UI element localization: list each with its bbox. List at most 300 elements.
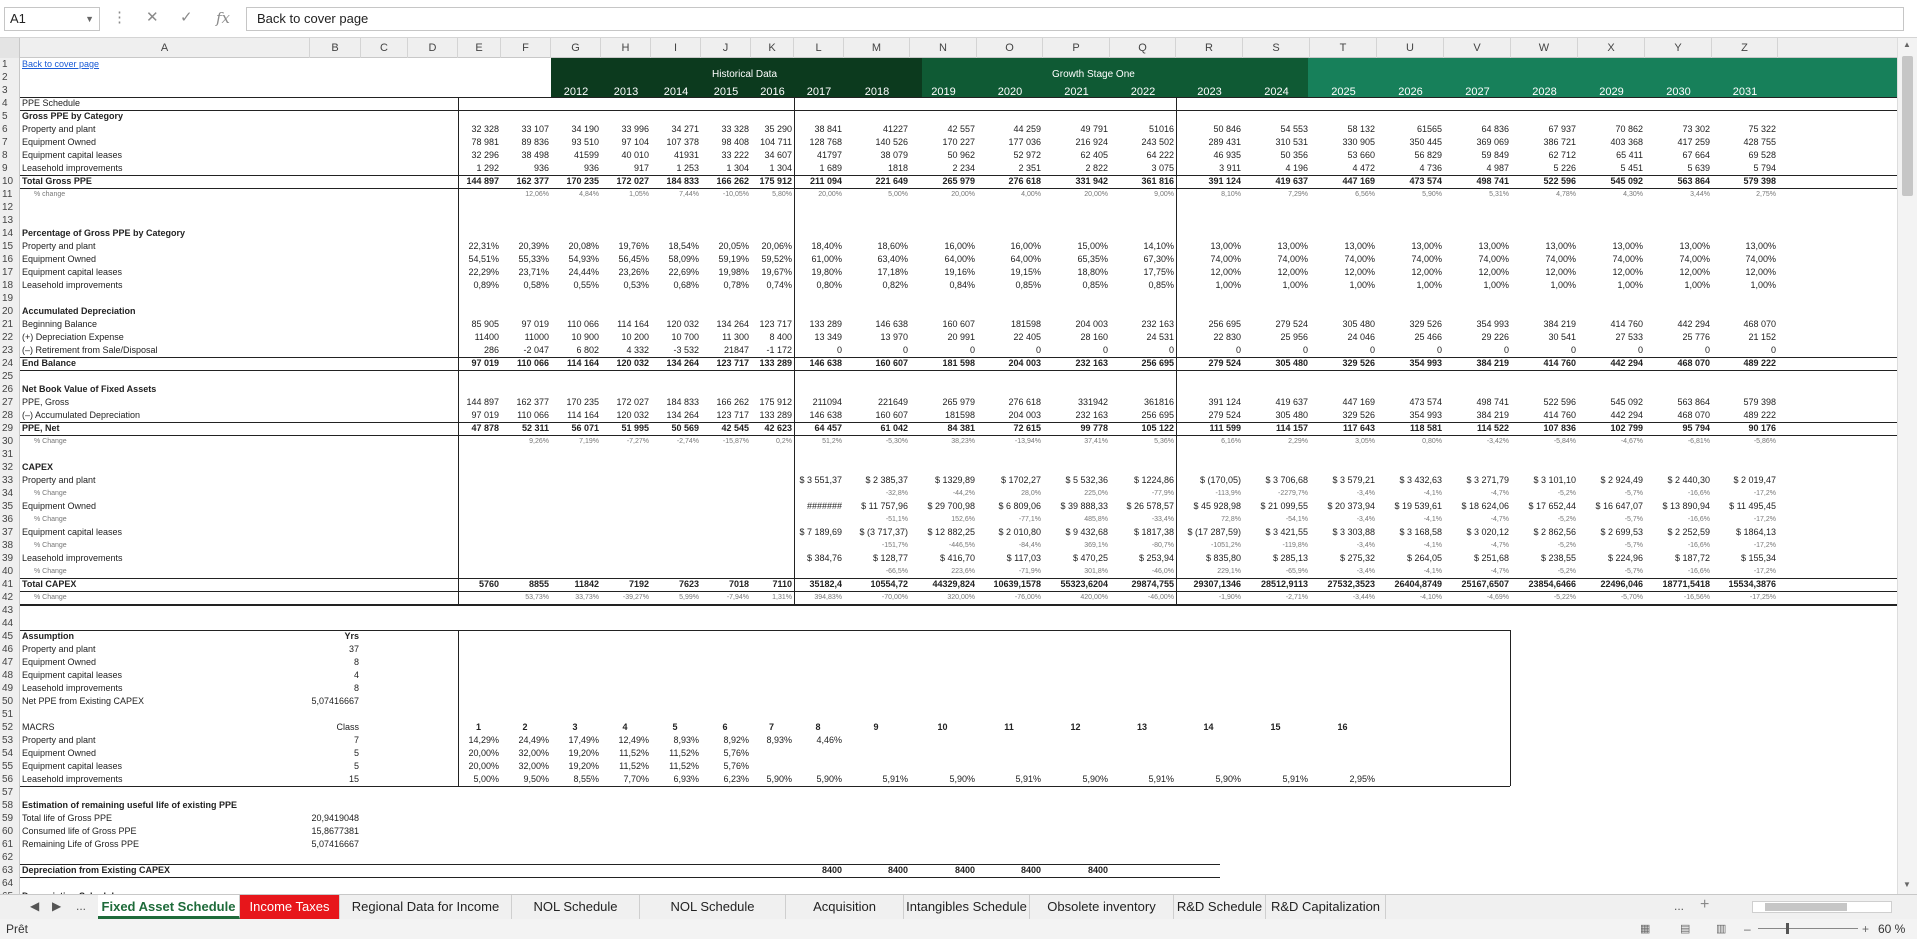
cell-value[interactable]: 14,29%	[468, 735, 499, 745]
cell-value[interactable]: 265 979	[942, 397, 975, 407]
row-header[interactable]: 17	[2, 267, 14, 278]
cell-value[interactable]: 107 836	[1543, 423, 1576, 433]
cell-value[interactable]: 61 042	[880, 423, 908, 433]
row-header[interactable]: 39	[2, 553, 14, 564]
cell-value[interactable]: 64 457	[814, 423, 842, 433]
cell-value[interactable]: $ 187,72	[1674, 553, 1710, 563]
cell-value[interactable]: 33,73%	[575, 594, 599, 601]
cell-value[interactable]: 23,71%	[518, 267, 549, 277]
function-icon[interactable]: fx	[216, 9, 231, 27]
cell-value[interactable]: 34 190	[571, 124, 599, 134]
cell-value[interactable]: 42 557	[947, 124, 975, 134]
cell-value[interactable]: 56 829	[1414, 150, 1442, 160]
cell-value[interactable]: 10554,72	[870, 579, 908, 589]
cell-value[interactable]: $ 2 252,59	[1667, 527, 1710, 537]
cell-value[interactable]: 305 480	[1275, 410, 1308, 420]
column-header-c[interactable]: C	[361, 38, 408, 58]
cell-value[interactable]: 19,80%	[811, 267, 842, 277]
cell-value[interactable]: 10	[937, 722, 948, 732]
cell-value[interactable]: 59,19%	[718, 254, 749, 264]
cell-value[interactable]: 134 264	[716, 319, 749, 329]
cell-value[interactable]: 204 003	[1008, 358, 1041, 368]
row-header[interactable]: 38	[2, 540, 14, 551]
cell-value[interactable]: 107 378	[666, 137, 699, 147]
cell-value[interactable]: 35182,4	[809, 579, 842, 589]
more-sheets-right[interactable]: ...	[1674, 899, 1685, 913]
cell-value[interactable]: 1,00%	[1750, 280, 1776, 290]
cell-value[interactable]: 61565	[1416, 124, 1442, 134]
cell-value[interactable]: 0,58%	[523, 280, 549, 290]
row-header[interactable]: 6	[2, 124, 8, 135]
cell-value[interactable]: 19,15%	[1010, 267, 1041, 277]
cell-value[interactable]: 90 176	[1748, 423, 1776, 433]
cell-value[interactable]: $ 5 532,36	[1065, 475, 1108, 485]
cell-value[interactable]: 53 660	[1347, 150, 1375, 160]
cell-value[interactable]: $ 2 019,47	[1733, 475, 1776, 485]
cell-value[interactable]: 23,26%	[618, 267, 649, 277]
cell-value[interactable]: 55323,6204	[1060, 579, 1108, 589]
row-header[interactable]: 62	[2, 852, 14, 863]
more-sheets-left[interactable]: ...	[76, 899, 87, 913]
cell-value[interactable]: $ 3 432,63	[1399, 475, 1442, 485]
cell-value[interactable]: $ 128,77	[872, 553, 908, 563]
cell-value[interactable]: 5,76%	[723, 748, 749, 758]
cell-value[interactable]: 58,09%	[668, 254, 699, 264]
cell-value[interactable]: $ 285,13	[1272, 553, 1308, 563]
cell-value[interactable]: 320,00%	[947, 594, 975, 601]
cell-value[interactable]: 221649	[877, 397, 908, 407]
row-header[interactable]: 35	[2, 501, 14, 512]
cell-value[interactable]: 25 466	[1414, 332, 1442, 342]
row-header[interactable]: 49	[2, 683, 14, 694]
cell-value[interactable]: -16,6%	[1687, 542, 1710, 549]
row-header[interactable]: 15	[2, 241, 14, 252]
cell-value[interactable]: 22 830	[1213, 332, 1241, 342]
cell-value[interactable]: 0,53%	[623, 280, 649, 290]
cell-value[interactable]: 0	[1102, 345, 1108, 355]
row-header[interactable]: 42	[2, 592, 14, 603]
cell-value[interactable]: 5760	[478, 579, 499, 589]
cell-value[interactable]: 74,00%	[1411, 254, 1442, 264]
cell-value[interactable]: 0	[836, 345, 842, 355]
cell-value[interactable]: -113,9%	[1215, 490, 1241, 497]
cell-value[interactable]: 4,30%	[1623, 191, 1643, 198]
cell-value[interactable]: 40 010	[621, 150, 649, 160]
cell-value[interactable]: 50 356	[1280, 150, 1308, 160]
select-all-corner[interactable]	[0, 38, 20, 58]
zoom-in-icon[interactable]: +	[1862, 922, 1870, 936]
cell-value[interactable]: $ 3 551,37	[799, 475, 842, 485]
cell-value[interactable]: 354 993	[1409, 358, 1442, 368]
cell-value[interactable]: 24,44%	[568, 267, 599, 277]
cell-value[interactable]: -33,4%	[1151, 516, 1174, 523]
column-header-f[interactable]: F	[501, 38, 551, 58]
cell-value[interactable]: 276 618	[1008, 397, 1041, 407]
cell-value[interactable]: 1 304	[726, 163, 749, 173]
cell-value[interactable]: 114 164	[567, 410, 599, 420]
cell-value[interactable]: $ 9 432,68	[1065, 527, 1108, 537]
row-header[interactable]: 47	[2, 657, 14, 668]
row-header[interactable]: 27	[2, 397, 14, 408]
cell-value[interactable]: 498 741	[1476, 397, 1509, 407]
cell-value[interactable]: $ 16 647,07	[1595, 501, 1643, 511]
cell-value[interactable]: 7,19%	[579, 438, 599, 445]
cell-value[interactable]: 468 070	[1677, 358, 1710, 368]
cell-value[interactable]: 2 822	[1085, 163, 1108, 173]
cell-value[interactable]: 232 163	[1141, 319, 1174, 329]
cell-value[interactable]: 7623	[678, 579, 699, 589]
cell-value[interactable]: -54,1%	[1285, 516, 1308, 523]
cell-value[interactable]: $ 2 385,37	[865, 475, 908, 485]
cell-value[interactable]: $ 1817,38	[1133, 527, 1174, 537]
cell-value[interactable]: 67 664	[1682, 150, 1710, 160]
cell-value[interactable]: 386 721	[1543, 137, 1576, 147]
cell-value[interactable]: 54,93%	[568, 254, 599, 264]
cancel-icon[interactable]: ✕	[146, 9, 159, 26]
cell-value[interactable]: 146 638	[809, 358, 842, 368]
column-header-d[interactable]: D	[408, 38, 458, 58]
cell-value[interactable]: 74,00%	[1545, 254, 1576, 264]
cell-value[interactable]: 243 502	[1141, 137, 1174, 147]
cell-value[interactable]: 111 599	[1209, 423, 1241, 433]
cell-value[interactable]: 286	[483, 345, 499, 355]
cell-value[interactable]: 46 935	[1213, 150, 1241, 160]
cell-value[interactable]: 170 235	[566, 176, 599, 186]
cell-value[interactable]: 41931	[673, 150, 699, 160]
cell-value[interactable]: $ 1702,27	[1000, 475, 1041, 485]
cell-value[interactable]: 73 302	[1682, 124, 1710, 134]
cell-value[interactable]: 9,00%	[1154, 191, 1174, 198]
row-header[interactable]: 54	[2, 748, 14, 759]
cell-value[interactable]: 204 003	[1075, 319, 1108, 329]
cell-value[interactable]: 5,90%	[1082, 774, 1108, 784]
cell-value[interactable]: 120 032	[616, 358, 649, 368]
cell-value[interactable]: 420,00%	[1080, 594, 1108, 601]
cell-value[interactable]: 74,00%	[1679, 254, 1710, 264]
cell-value[interactable]: 1	[475, 722, 481, 732]
cell-value[interactable]: 442 294	[1677, 319, 1710, 329]
cell-value[interactable]: 11842	[574, 579, 599, 589]
row-header[interactable]: 20	[2, 306, 14, 317]
cell-value[interactable]: $ 17 652,44	[1528, 501, 1576, 511]
cell-value[interactable]: 17,18%	[877, 267, 908, 277]
cell-value[interactable]: 279 524	[1275, 319, 1308, 329]
cell-value[interactable]: 27532,3523	[1327, 579, 1375, 589]
row-header[interactable]: 50	[2, 696, 14, 707]
cell-value[interactable]: 5,00%	[888, 191, 908, 198]
cell-value[interactable]: 0,55%	[573, 280, 599, 290]
cell-value[interactable]: 0	[1035, 345, 1041, 355]
cell-value[interactable]: 20,08%	[568, 241, 599, 251]
cell-value[interactable]: 5,90%	[1215, 774, 1241, 784]
cell-value[interactable]: 3,05%	[1355, 438, 1375, 445]
cell-value[interactable]: 2,95%	[1349, 774, 1375, 784]
cell-value[interactable]: -3,4%	[1356, 542, 1375, 549]
cell-value[interactable]: 8400	[887, 865, 908, 875]
row-header[interactable]: 43	[2, 605, 14, 616]
cell-value[interactable]: $ 253,94	[1138, 553, 1174, 563]
cell-value[interactable]: -84,4%	[1018, 542, 1041, 549]
cell-value[interactable]: -80,7%	[1151, 542, 1174, 549]
cell-value[interactable]: 10 200	[621, 332, 649, 342]
cell-value[interactable]: -1,90%	[1218, 594, 1241, 601]
cell-value[interactable]: 98 408	[721, 137, 749, 147]
row-header[interactable]: 21	[2, 319, 14, 330]
row-header[interactable]: 40	[2, 566, 14, 577]
cell-value[interactable]: 23854,6466	[1528, 579, 1576, 589]
cell-value[interactable]: 8,93%	[766, 735, 792, 745]
row-header[interactable]: 46	[2, 644, 14, 655]
cell-value[interactable]: 6,93%	[673, 774, 699, 784]
zoom-out-icon[interactable]: –	[1744, 922, 1751, 936]
cell-value[interactable]: 64 836	[1481, 124, 1509, 134]
cell-value[interactable]: 1,00%	[1550, 280, 1576, 290]
row-header[interactable]: 4	[2, 98, 8, 109]
cell-value[interactable]: -5,84%	[1553, 438, 1576, 445]
cell-value[interactable]: 61,00%	[811, 254, 842, 264]
cell-value[interactable]: 16,00%	[944, 241, 975, 251]
row-header[interactable]: 34	[2, 488, 14, 499]
next-sheet-icon[interactable]: ▶	[52, 899, 62, 913]
cell-value[interactable]: 16,00%	[1010, 241, 1041, 251]
cell-value[interactable]: 0,84%	[949, 280, 975, 290]
cell-value[interactable]: 1,00%	[1483, 280, 1509, 290]
cell-value[interactable]: 473 574	[1409, 397, 1442, 407]
cell-value[interactable]: -44,2%	[952, 490, 975, 497]
cell-value[interactable]: $ 7 189,69	[799, 527, 842, 537]
cell-value[interactable]: 4,46%	[816, 735, 842, 745]
cell-value[interactable]: -76,00%	[1014, 594, 1041, 601]
cell-value[interactable]: 160 607	[875, 358, 908, 368]
cell-value[interactable]: 8400	[1087, 865, 1108, 875]
cell-value[interactable]: -3,42%	[1486, 438, 1509, 445]
cell-value[interactable]: 118 581	[1409, 423, 1442, 433]
cell-value[interactable]: 5,91%	[1282, 774, 1308, 784]
cell-value[interactable]: -32,8%	[885, 490, 908, 497]
cell-value[interactable]: 256 695	[1141, 410, 1174, 420]
row-header[interactable]: 64	[2, 878, 14, 889]
cell-value[interactable]: 20,39%	[518, 241, 549, 251]
row-header[interactable]: 12	[2, 202, 14, 213]
row-header[interactable]: 58	[2, 800, 14, 811]
cell-value[interactable]: 52 972	[1013, 150, 1041, 160]
cell-value[interactable]: 8400	[954, 865, 975, 875]
cell-value[interactable]: 166 262	[716, 397, 749, 407]
cell-value[interactable]: 18,40%	[811, 241, 842, 251]
cell-value[interactable]: 21 152	[1748, 332, 1776, 342]
cell-value[interactable]: 32 328	[471, 124, 499, 134]
cell-value[interactable]: 8,10%	[1221, 191, 1241, 198]
cell-value[interactable]: 1 292	[476, 163, 499, 173]
cell-value[interactable]: 9,26%	[529, 438, 549, 445]
cell-value[interactable]: 2 234	[952, 163, 975, 173]
column-header-j[interactable]: J	[701, 38, 751, 58]
cell-value[interactable]: 50 846	[1213, 124, 1241, 134]
cell-value[interactable]: 152,6%	[951, 516, 975, 523]
cell-value[interactable]: $ (170,05)	[1199, 475, 1241, 485]
cell-value[interactable]: 13,00%	[1745, 241, 1776, 251]
cell-value[interactable]: 110 066	[516, 358, 549, 368]
cell-value[interactable]: 936	[583, 163, 599, 173]
cell-value[interactable]: 18,60%	[877, 241, 908, 251]
cell-value[interactable]: 104 711	[760, 137, 792, 147]
column-header-e[interactable]: E	[458, 38, 501, 58]
cell-value[interactable]: 62 712	[1548, 150, 1576, 160]
cell-value[interactable]: 16	[1337, 722, 1348, 732]
sheet-tab[interactable]: Intangibles Schedule	[904, 895, 1030, 919]
sheet-tab[interactable]: R&D Schedule	[1174, 895, 1266, 919]
cell-value[interactable]: 7,70%	[623, 774, 649, 784]
cell-value[interactable]: -5,86%	[1753, 438, 1776, 445]
cell-value[interactable]: 21847	[723, 345, 749, 355]
cell-value[interactable]: 2,75%	[1756, 191, 1776, 198]
cell-value[interactable]: 3 911	[1219, 163, 1241, 173]
cell-value[interactable]: 28 160	[1080, 332, 1108, 342]
cell-value[interactable]: 0	[1436, 345, 1442, 355]
cell-value[interactable]: 62 405	[1080, 150, 1108, 160]
cell-value[interactable]: 13 970	[880, 332, 908, 342]
cell-value[interactable]: 414 760	[1543, 358, 1576, 368]
cell-value[interactable]: -17,25%	[1749, 594, 1776, 601]
cell-value[interactable]: 184 833	[666, 176, 699, 186]
row-header[interactable]: 7	[2, 137, 8, 148]
column-header-b[interactable]: B	[310, 38, 361, 58]
cell-value[interactable]: 22,69%	[668, 267, 699, 277]
cell-value[interactable]: 114 164	[617, 319, 649, 329]
cell-value[interactable]: $ (3 717,37)	[859, 527, 908, 537]
cell-value[interactable]: 216 924	[1075, 137, 1108, 147]
cell-value[interactable]: 4,78%	[1556, 191, 1576, 198]
cell-value[interactable]: -6,81%	[1687, 438, 1710, 445]
cell-value[interactable]: 301,8%	[1084, 568, 1108, 575]
cell-value[interactable]: 4 736	[1419, 163, 1442, 173]
cell-value[interactable]: 0,68%	[673, 280, 699, 290]
row-header[interactable]: 13	[2, 215, 14, 226]
cell-value[interactable]: 12,00%	[1612, 267, 1643, 277]
cell-value[interactable]: 7192	[628, 579, 649, 589]
cell-value[interactable]: 414 760	[1610, 319, 1643, 329]
row-header[interactable]: 63	[2, 865, 14, 876]
cell-value[interactable]: $ 11 495,45	[1729, 501, 1776, 511]
cell-value[interactable]: 13,00%	[1679, 241, 1710, 251]
cell-value[interactable]: 67,30%	[1143, 254, 1174, 264]
cell-value[interactable]: 579 398	[1743, 176, 1776, 186]
cell-value[interactable]: 69 528	[1748, 150, 1776, 160]
cell-value[interactable]: -66,5%	[885, 568, 908, 575]
cell-value[interactable]: 0	[1570, 345, 1576, 355]
cell-value[interactable]: 5 451	[1620, 163, 1643, 173]
cell-value[interactable]: 33 328	[721, 124, 749, 134]
cell-value[interactable]: $ 224,96	[1607, 553, 1643, 563]
cell-value[interactable]: 120 032	[616, 410, 649, 420]
cell-value[interactable]: 8 400	[769, 332, 792, 342]
cell-value[interactable]: 13,00%	[1545, 241, 1576, 251]
cell-value[interactable]: 5,31%	[1489, 191, 1509, 198]
cell-value[interactable]: 442 294	[1610, 410, 1643, 420]
column-header-o[interactable]: O	[977, 38, 1043, 58]
cell-value[interactable]: -5,2%	[1557, 516, 1576, 523]
cell-value[interactable]: 419 637	[1275, 397, 1308, 407]
cell-value[interactable]: 24,49%	[518, 735, 549, 745]
cell-value[interactable]: 74,00%	[1277, 254, 1308, 264]
cell-value[interactable]: 133 289	[809, 319, 842, 329]
row-header[interactable]: 29	[2, 423, 14, 434]
cell-value[interactable]: -2279,7%	[1278, 490, 1308, 497]
cell-value[interactable]: 13 349	[814, 332, 842, 342]
cell-value[interactable]: 12,00%	[1745, 267, 1776, 277]
cell-value[interactable]: 120 032	[666, 319, 699, 329]
row-header[interactable]: 61	[2, 839, 14, 850]
cell-value[interactable]: 498 741	[1476, 176, 1509, 186]
cell-value[interactable]: 20,00%	[468, 748, 499, 758]
row-header[interactable]: 24	[2, 358, 14, 369]
cell-value[interactable]: 1818	[887, 163, 908, 173]
cell-value[interactable]: 7018	[728, 579, 749, 589]
column-header-x[interactable]: X	[1578, 38, 1645, 58]
cell-value[interactable]: -51,1%	[885, 516, 908, 523]
cell-value[interactable]: 7	[768, 722, 774, 732]
cell-value[interactable]: 13,00%	[1344, 241, 1375, 251]
cell-value[interactable]: -46,00%	[1147, 594, 1174, 601]
cell-value[interactable]: 12,00%	[1411, 267, 1442, 277]
cell-value[interactable]: 225,0%	[1084, 490, 1108, 497]
cell-value[interactable]: 468 070	[1743, 319, 1776, 329]
cell-value[interactable]: -2,71%	[1285, 594, 1308, 601]
cell-value[interactable]: 38 841	[814, 124, 842, 134]
cell-value[interactable]: 330 905	[1342, 137, 1375, 147]
cell-value[interactable]: $ 251,68	[1473, 553, 1509, 563]
cell-value[interactable]: 42 545	[721, 423, 749, 433]
cell-value[interactable]: 175 912	[759, 397, 792, 407]
row-header[interactable]: 44	[2, 618, 14, 629]
sheet-tab[interactable]: R&D Capitalization	[1266, 895, 1386, 919]
cell-value[interactable]: 25 956	[1280, 332, 1308, 342]
add-sheet-icon[interactable]: +	[1700, 896, 1710, 913]
column-header-q[interactable]: Q	[1110, 38, 1176, 58]
cell-value[interactable]: 2,29%	[1288, 438, 1308, 445]
cell-value[interactable]: -39,27%	[622, 594, 649, 601]
vertical-scroll-thumb[interactable]	[1902, 56, 1913, 196]
cell-value[interactable]: 134 264	[666, 410, 699, 420]
cell-value[interactable]: 114 164	[566, 358, 599, 368]
cell-value[interactable]: 0	[969, 345, 975, 355]
cell-value[interactable]: 2	[522, 722, 528, 732]
cell-value[interactable]: 0,85%	[1082, 280, 1108, 290]
cell-value[interactable]: 37,41%	[1084, 438, 1108, 445]
row-header[interactable]: 32	[2, 462, 14, 473]
cell-value[interactable]: 0,85%	[1015, 280, 1041, 290]
cell-value[interactable]: 51,2%	[822, 438, 842, 445]
cell-value[interactable]: 27 533	[1615, 332, 1643, 342]
cell-value[interactable]: 545 092	[1610, 176, 1643, 186]
row-header[interactable]: 31	[2, 449, 14, 460]
row-header[interactable]: 48	[2, 670, 14, 681]
cell-value[interactable]: 117 643	[1342, 423, 1375, 433]
cell-value[interactable]: 33 107	[521, 124, 549, 134]
cell-value[interactable]: 54,51%	[468, 254, 499, 264]
cell-value[interactable]: -4,7%	[1490, 490, 1509, 497]
cell-value[interactable]: 146 638	[875, 319, 908, 329]
cell-value[interactable]: $ 39 888,33	[1060, 501, 1108, 511]
cell-value[interactable]: 114 157	[1275, 423, 1308, 433]
cell-value[interactable]: 97 104	[621, 137, 649, 147]
cell-value[interactable]: 331942	[1077, 397, 1108, 407]
cell-value[interactable]: 229,1%	[1217, 568, 1241, 575]
cell-value[interactable]: $ 1329,89	[934, 475, 975, 485]
cell-value[interactable]: 0	[1704, 345, 1710, 355]
cell-value[interactable]: 51 995	[621, 423, 649, 433]
cell-value[interactable]: $ 3 020,12	[1466, 527, 1509, 537]
